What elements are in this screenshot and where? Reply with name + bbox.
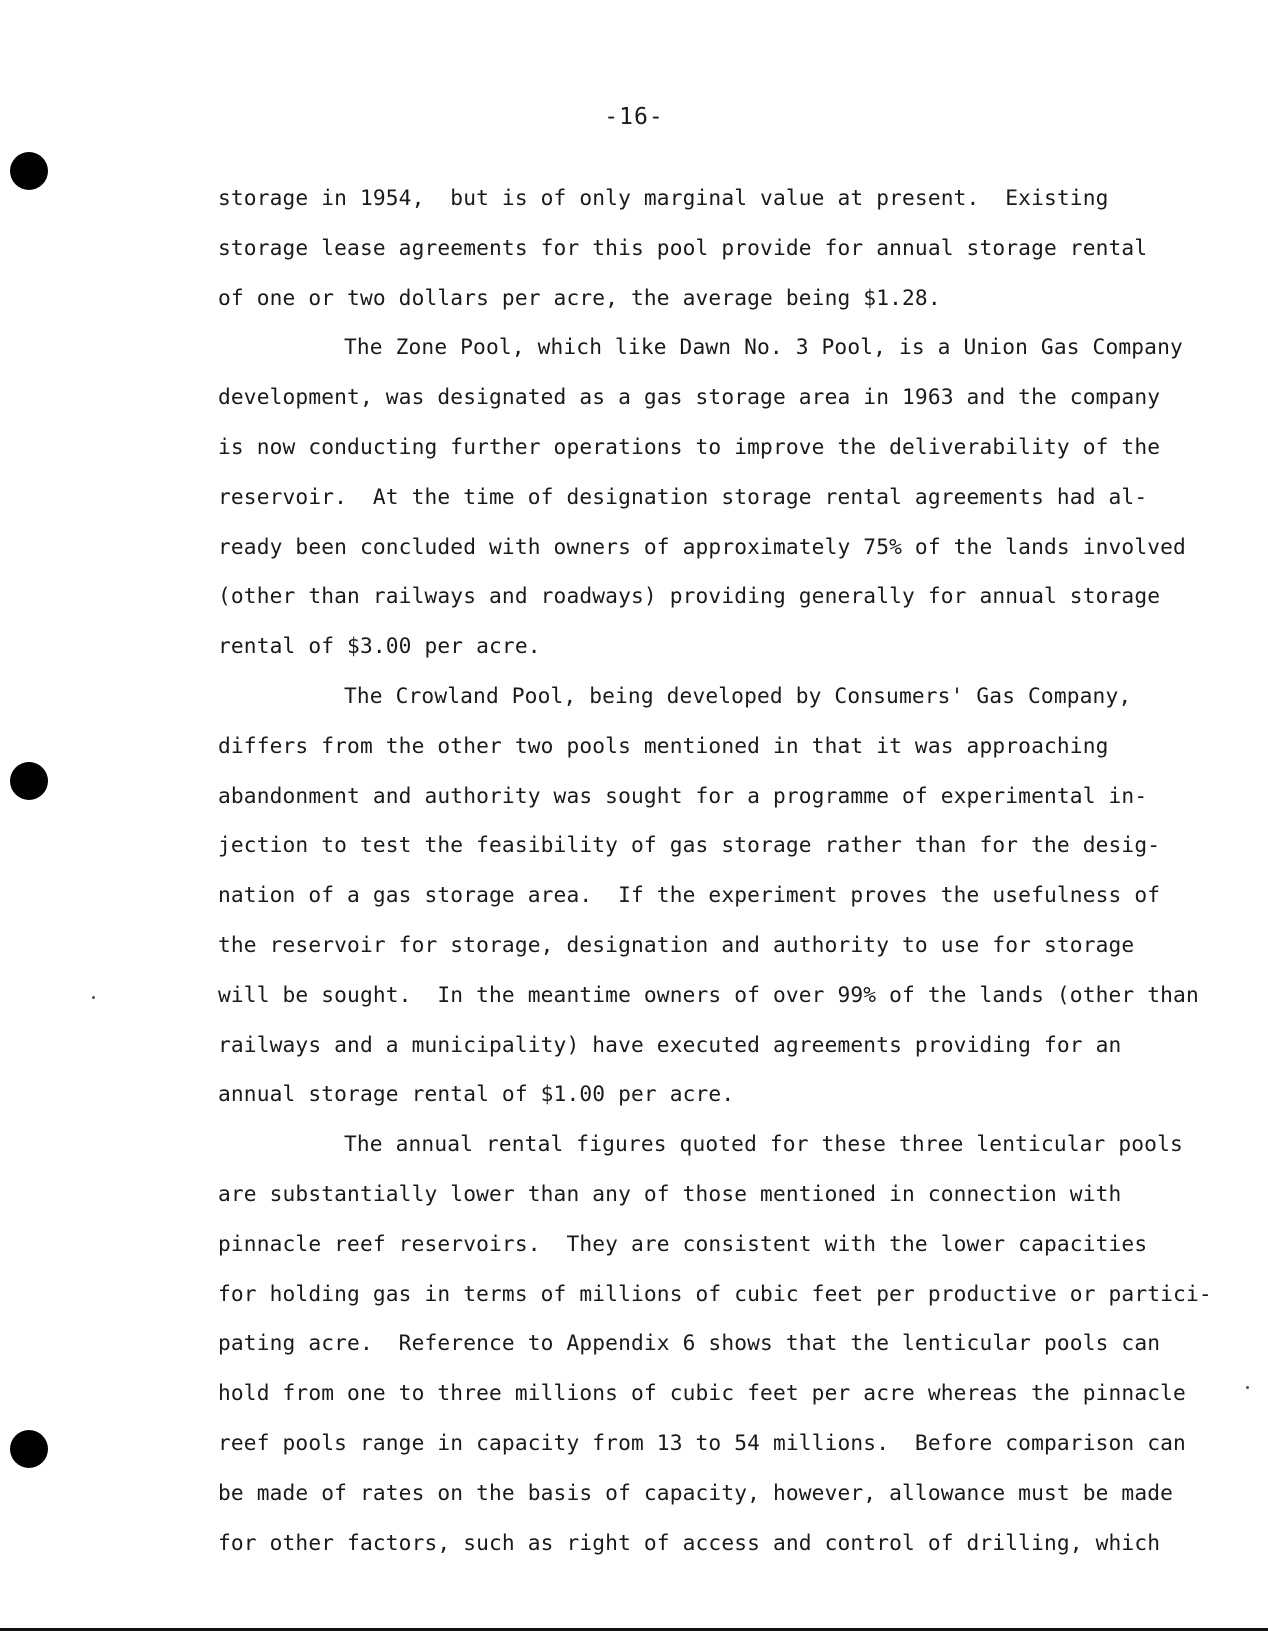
text-line: the reservoir for storage, designation and authority to use for storage [218,931,1135,957]
text-line: jection to test the feasibility of gas storage rather than for the desig- [218,832,1161,858]
page-number: -16- [604,104,664,130]
text-line: pinnacle reef reservoirs. They are consistent with the lower capacities [218,1230,1148,1256]
text-line: annual storage rental of $1.00 per acre. [218,1081,735,1107]
text-line: are substantially lower than any of those mentioned in connection with [218,1180,1122,1206]
punch-hole-top [10,152,48,190]
text-line: storage lease agreements for this pool provide for annual storage rental [218,234,1148,260]
text-line: is now conducting further operations to improve the deliverability of the [218,433,1161,459]
paragraph-4 [218,1124,1212,1572]
text-line: The annual rental figures quoted for these three lenticular pools [344,1131,1183,1157]
text-line: for other factors, such as right of access and control of drilling, which [218,1529,1161,1555]
text-line: nation of a gas storage area. If the experiment proves the usefulness of [218,882,1161,908]
text-line: storage in 1954, but is of only marginal value at present. Existing [218,185,1109,210]
text-line: rental of $3.00 per acre. [218,633,541,659]
text-line: for holding gas in terms of millions of cubic feet per productive or partici- [218,1280,1212,1306]
paragraph-2 [218,327,1198,676]
text-line: development, was designated as a gas storage area in 1963 and the company [218,384,1161,410]
document-body [218,178,1212,1572]
punch-hole-middle [10,762,48,800]
text-line: hold from one to three millions of cubic feet per acre whereas the pinnacle [218,1380,1186,1406]
text-line: will be sought. In the meantime owners of over 99% of the lands (other than [218,981,1199,1007]
page-bottom-edge [0,1628,1268,1631]
punch-hole-bottom [10,1430,48,1468]
text-line: The Zone Pool, which like Dawn No. 3 Pool, is a Union Gas Company [344,334,1183,360]
scan-speck [1246,1386,1249,1389]
text-line: (other than railways and roadways) providing generally for annual storage [218,583,1161,609]
text-line: of one or two dollars per acre, the average being $1.28. [218,284,941,310]
text-line: The Crowland Pool, being developed by Consumers' Gas Company, [344,682,1132,708]
scan-speck [92,996,95,999]
text-line: reef pools range in capacity from 13 to 54 millions. Before comparison can [218,1429,1186,1455]
text-line: railways and a municipality) have executed agreements providing for an [218,1031,1122,1057]
text-line: pating acre. Reference to Appendix 6 shows that the lenticular pools can [218,1330,1161,1356]
text-line: differs from the other two pools mentioned in that it was approaching [218,732,1109,758]
paragraph-1 [218,178,1198,327]
text-line: be made of rates on the basis of capacity, however, allowance must be made [218,1479,1174,1505]
text-line: reservoir. At the time of designation storage rental agreements had al- [218,483,1148,509]
paragraph-3 [218,676,1198,1124]
text-line: ready been concluded with owners of approximately 75% of the lands involved [218,533,1186,559]
text-line: abandonment and authority was sought for a programme of experimental in- [218,782,1148,808]
